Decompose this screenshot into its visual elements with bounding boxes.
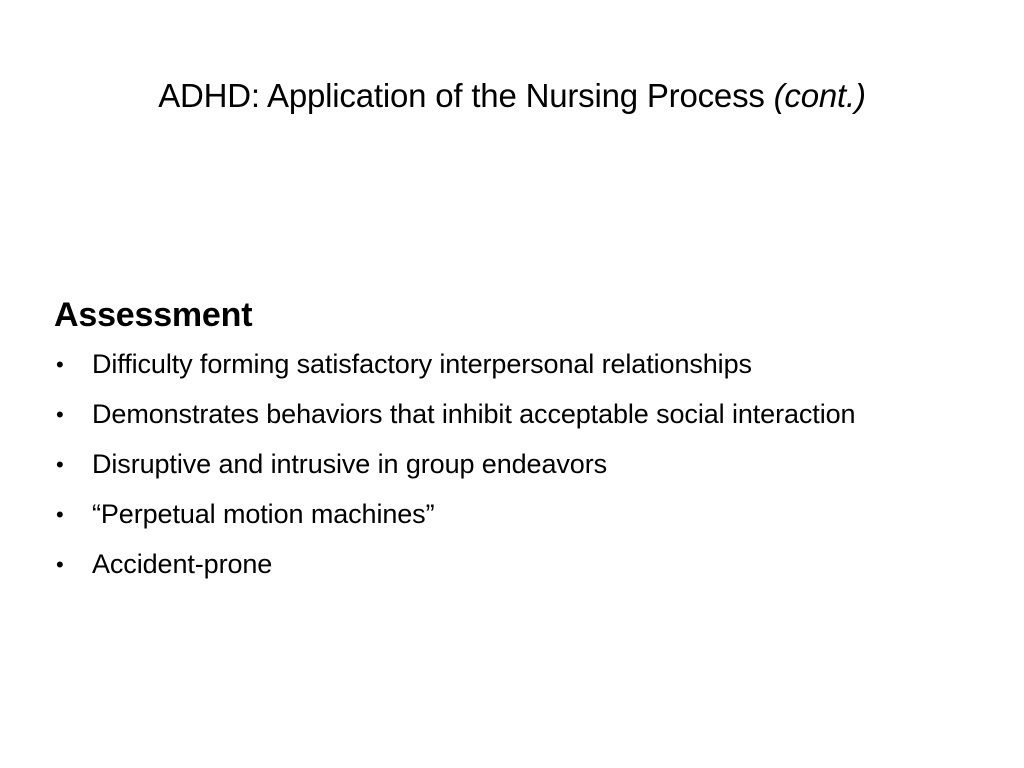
bullet-icon: •: [56, 352, 64, 377]
list-item-text: Demonstrates behaviors that inhibit acceptable social interaction: [92, 399, 856, 429]
list-item-text: Disruptive and intrusive in group endeavors: [92, 449, 607, 479]
list-item: [54, 494, 892, 535]
slide-title-suffix: (cont.): [773, 77, 866, 114]
bullet-icon: •: [56, 552, 64, 577]
section-heading: Assessment: [54, 296, 253, 334]
list-item-text: “Perpetual motion machines”: [92, 499, 435, 529]
slide-title-main: ADHD: Application of the Nursing Process: [158, 77, 774, 114]
slide-title: [0, 74, 1024, 118]
list-item: [54, 344, 892, 385]
list-item: [54, 394, 892, 435]
bullet-list: [54, 344, 954, 585]
bullet-icon: •: [56, 502, 64, 527]
list-item-text: Difficulty forming satisfactory interpersonal relationships: [92, 349, 752, 379]
bullet-icon: •: [56, 402, 64, 427]
slide-content: [54, 292, 954, 594]
bullet-icon: •: [56, 452, 64, 477]
list-item: [54, 544, 892, 585]
list-item-text: Accident-prone: [92, 549, 273, 579]
list-item: [54, 444, 892, 485]
